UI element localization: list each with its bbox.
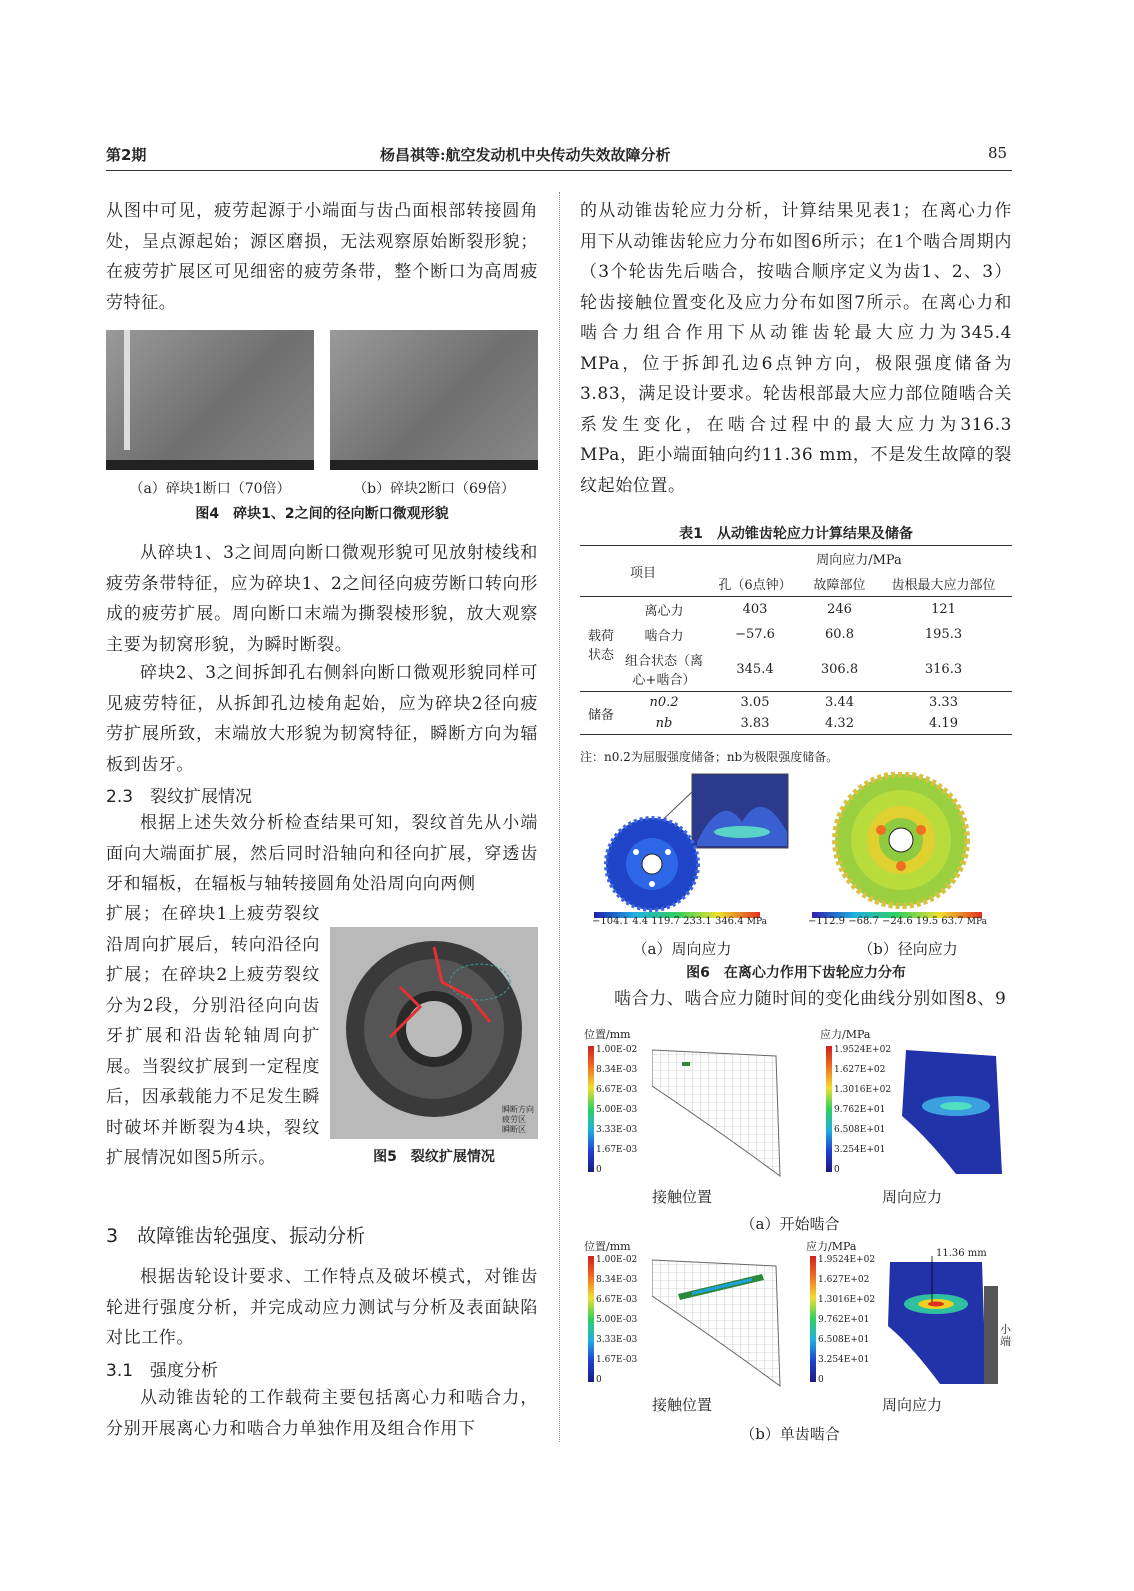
scale-tick: 346.4 [714, 916, 744, 927]
table1 [580, 545, 1012, 735]
section-heading-3: 3 故障锥齿轮强度、振动分析 [106, 1225, 366, 1247]
fig7a-hoop-caption: 周向应力 [881, 1188, 942, 1206]
section-heading-2-3: 2.3 裂纹扩展情况 [106, 787, 253, 807]
scale-tick: 1.627E+02 [834, 1065, 886, 1075]
scale-tick: 63.7 [941, 916, 964, 927]
table-cell: 3.44 [825, 695, 854, 710]
fig7b-pos-colorbar [588, 1256, 594, 1382]
scale-tick: 119.7 [651, 916, 680, 927]
table-cell: 3.33 [929, 695, 958, 710]
header-running-title: 杨昌祺等:航空发动机中央传动失效故障分析 [380, 146, 671, 164]
fig7b-stress-label: 应力/MPa [806, 1240, 857, 1253]
scale-unit: MPa [746, 917, 768, 927]
fig7a-contact-caption: 接触位置 [651, 1188, 712, 1206]
table-cell: 4.32 [825, 716, 854, 731]
scale-tick: 5.00E-03 [596, 1315, 638, 1325]
scale-tick: 19.5 [915, 916, 939, 927]
figure6b-caption: （b）径向应力 [858, 940, 958, 958]
fig7b-contact-mesh [652, 1256, 782, 1388]
paragraph: 从碎块1、3之间周向断口微观形貌可见放射棱线和疲劳条带特征，应为碎块1、2之间径向疲劳断口转向形成的疲劳扩展。周向断口末端为撕裂棱形貌，放大观察主要为韧窝形貌，为瞬时断裂。 [106, 543, 538, 655]
fig7b-hoop-caption: 周向应力 [881, 1396, 942, 1414]
scale-tick: −104.1 [592, 916, 630, 927]
paragraph: 碎块2、3之间拆卸孔右侧斜向断口微观形貌同样可见疲劳特征，从拆卸孔边棱角起始，应为碎块2径向疲劳扩展所致，末端放大形貌为韧窝特征，瞬断方向为辐板到齿牙。 [106, 663, 538, 775]
scale-tick: 0 [596, 1375, 602, 1385]
scale-tick: 3.33E-03 [596, 1335, 638, 1345]
fig7b-pos-scale [596, 1250, 637, 1390]
figure4-title: 图4 碎块1、2之间的径向断口微观形貌 [195, 506, 449, 522]
paragraph: 扩展；在碎块1上疲劳裂纹沿周向扩展后，转向沿径向扩展；在碎块2上疲劳裂纹分为2段，分别沿径向向齿牙扩展和沿齿轮轴周向扩展。当裂纹扩展到一定程度后，因承载能力不足发生瞬时破坏并断裂为4块，裂纹扩展情况如图5所示。 [106, 904, 320, 1168]
paragraph: 从动锥齿轮的工作载荷主要包括离心力和啮合力，分别开展离心力和啮合力单独作用及组合作用下 [106, 1388, 538, 1439]
paragraph: 啮合力、啮合应力随时间的变化曲线分别如图8、9 [614, 989, 1007, 1009]
table-cell: 345.4 [736, 661, 774, 677]
table-col-header: 故障部位 [813, 578, 866, 593]
scale-tick: 1.627E+02 [818, 1275, 870, 1285]
figure5-image [330, 927, 538, 1139]
paragraph: 从图中可见，疲劳起源于小端面与齿凸面根部转接圆角处，呈点源起始；源区磨损，无法观察原始断裂形貌；在疲劳扩展区可见细密的疲劳条带，整个断口为高周疲劳特征。 [106, 201, 538, 313]
fig7a-stress-colorbar [826, 1046, 832, 1172]
scale-tick: 3.33E-03 [596, 1125, 638, 1135]
fig7a-subcaption: （a）开始啮合 [740, 1215, 840, 1233]
scale-tick: 0 [596, 1165, 602, 1175]
table-header-group: 周向应力/MPa [816, 553, 902, 568]
fig7a-stress-plot [896, 1046, 1006, 1178]
table-cell: 195.3 [924, 627, 963, 642]
legend-item: 瞬断方向 [502, 1105, 534, 1114]
figure4b-image [330, 330, 538, 470]
scale-tick: 1.3016E+02 [818, 1295, 876, 1305]
scale-tick: 8.34E-03 [596, 1065, 638, 1075]
header-rule [106, 170, 1012, 171]
figure4a-caption: （a）碎块1断口（70倍） [129, 481, 291, 497]
table-cell: 403 [742, 602, 768, 617]
table-cell: −57.6 [735, 627, 775, 642]
figure6-title: 图6 在离心力作用下齿轮应力分布 [686, 965, 906, 981]
legend-item: 瞬断区 [502, 1125, 526, 1134]
table-cell: 246 [827, 602, 852, 617]
paragraph: 的从动锥齿轮应力分析，计算结果见表1；在离心力作用下从动锥齿轮应力分布如图6所示；在1个啮合周期内（3个轮齿先后啮合，按啮合顺序定义为齿1、2、3）轮齿接触位置变化及应力分布如图7所示。在离心力和啮合力组合作用下从动锥齿轮最大应力为345.4 MPa，位于拆卸孔边6点钟方向，极限强度储备为3.83，满足设计要求。轮齿根部最大应力部位随啮合关系发生变化，在啮合过程中的最大应力为316.3 MPa，距小端面轴向约11.36 mm，不是发生故障的裂纹起始位置。 [580, 201, 1012, 496]
table-row-label: 离心力 [644, 604, 684, 619]
fig7a-stress-label: 应力/MPa [820, 1028, 871, 1041]
scale-unit: MPa [966, 917, 988, 927]
fig7b-dimension-label: 11.36 mm [936, 1248, 987, 1259]
scale-tick: 1.00E-02 [596, 1045, 638, 1055]
scale-tick: 9.762E+01 [818, 1315, 870, 1325]
table-cell: 306.8 [820, 661, 859, 677]
table1-title: 表1 从动锥齿轮应力计算结果及储备 [679, 526, 913, 542]
scale-tick: 6.508E+01 [834, 1125, 886, 1135]
scale-tick: 3.254E+01 [834, 1145, 886, 1155]
scale-tick: 0 [834, 1165, 840, 1175]
scale-tick: 4.4 [632, 916, 649, 927]
fig7a-stress-scale [834, 1040, 891, 1180]
fig7a-contact-mesh [652, 1046, 782, 1178]
gear-stress-plot-hoop [592, 772, 792, 912]
table-header-item: 项目 [629, 565, 656, 581]
fig7b-small-end-label: 小端 [1000, 1323, 1011, 1348]
table-cell: 4.19 [929, 716, 958, 731]
scale-tick: 3.254E+01 [818, 1355, 870, 1365]
scale-tick: 1.00E-02 [596, 1255, 638, 1265]
table-row-label: nb [655, 716, 673, 731]
scale-tick: 1.3016E+02 [834, 1085, 892, 1095]
header-issue: 第2期 [106, 146, 147, 164]
figure6a-scale [592, 916, 792, 927]
legend-item: 疲劳区 [502, 1115, 526, 1124]
table-cell: 3.83 [740, 716, 770, 731]
scale-tick: 9.762E+01 [834, 1105, 886, 1115]
figure5-title: 图5 裂纹扩展情况 [373, 1149, 495, 1165]
fig7a-pos-scale [596, 1040, 637, 1180]
gear-stress-plot-radial [826, 772, 976, 912]
scale-tick: 5.00E-03 [596, 1105, 638, 1115]
fig7a-pos-label: 位置/mm [584, 1028, 631, 1041]
paragraph: 根据齿轮设计要求、工作特点及破坏模式，对锥齿轮进行强度分析，并完成动应力测试与分析及表面缺陷对比工作。 [106, 1267, 538, 1348]
scale-tick: 8.34E-03 [596, 1275, 638, 1285]
section-heading-3-1: 3.1 强度分析 [106, 1361, 219, 1381]
fig7b-stress-scale [818, 1250, 875, 1390]
figure6a-image [592, 772, 792, 912]
table-row-label: n0.2 [649, 695, 679, 710]
fig7a-pos-colorbar [588, 1046, 594, 1172]
fig7b-stress-colorbar [810, 1256, 816, 1382]
table-row-label: 组合状态（离心+啮合） [624, 654, 703, 688]
figure6b-image [826, 772, 976, 912]
scale-tick: 6.67E-03 [596, 1295, 638, 1305]
scale-tick: −24.6 [882, 916, 913, 927]
scale-tick: 1.9524E+02 [834, 1045, 892, 1055]
column-divider [559, 192, 560, 1442]
scale-tick: 6.508E+01 [818, 1335, 870, 1345]
table-row-group-label: 储备 [587, 707, 614, 723]
table-cell: 121 [931, 602, 956, 617]
scale-tick: 1.67E-03 [596, 1355, 638, 1365]
table-cell: 3.05 [740, 695, 770, 710]
fig7b-contact-caption: 接触位置 [651, 1396, 712, 1414]
fig7b-stress-plot [886, 1256, 998, 1388]
figure4b-caption: （b）碎块2断口（69倍） [353, 481, 515, 497]
paragraph: 根据上述失效分析检查结果可知，裂纹首先从小端面向大端面扩展，然后同时沿轴向和径向扩展，穿透齿牙和辐板，在辐板与轴转接圆角处沿周向向两侧 [106, 813, 538, 894]
figure6b-scale [808, 916, 1018, 927]
scale-tick: −68.7 [848, 916, 879, 927]
scale-tick: 6.67E-03 [596, 1085, 638, 1095]
table1-note: 注：n0.2为屈服强度储备；nb为极限强度储备。 [580, 750, 839, 764]
scale-tick: 1.9524E+02 [818, 1255, 876, 1265]
scale-tick: −112.9 [808, 916, 846, 927]
fig7b-subcaption: （b）单齿啮合 [740, 1425, 840, 1443]
figure6a-caption: （a）周向应力 [632, 940, 732, 958]
scale-tick: 233.1 [683, 916, 712, 927]
table-row-group-label: 载荷状态 [587, 629, 614, 663]
scale-tick: 1.67E-03 [596, 1145, 638, 1155]
header-page-number: 85 [988, 144, 1008, 162]
table-col-header: 孔（6点钟） [718, 578, 792, 593]
table-col-header: 齿根最大应力部位 [891, 578, 996, 593]
table-row-label: 啮合力 [644, 629, 684, 644]
fig7b-pos-label: 位置/mm [584, 1240, 631, 1253]
table-cell: 60.8 [825, 627, 854, 642]
scale-tick: 0 [818, 1375, 824, 1385]
table-cell: 316.3 [924, 661, 963, 677]
figure4a-image [106, 330, 314, 470]
